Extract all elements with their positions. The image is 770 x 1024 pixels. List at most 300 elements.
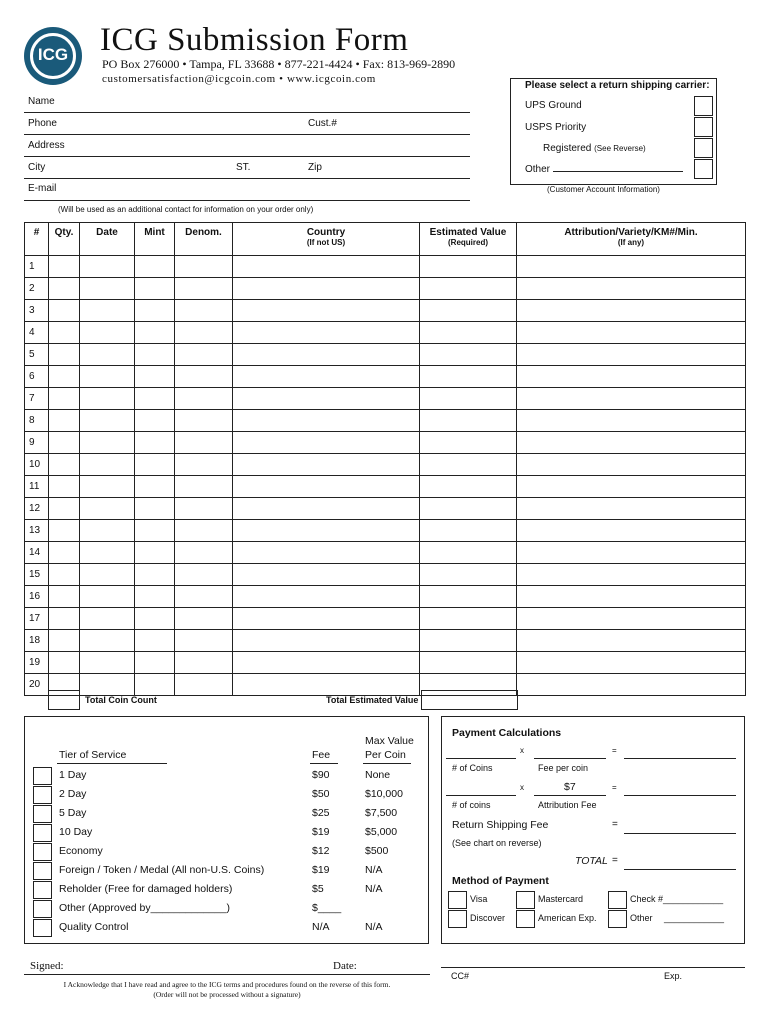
cust-number-label: Cust.# bbox=[308, 118, 337, 129]
item-cell[interactable] bbox=[80, 432, 135, 454]
item-cell[interactable] bbox=[233, 608, 420, 630]
row-number: 12 bbox=[25, 498, 49, 520]
tier-col-header: Tier of Service bbox=[59, 749, 127, 761]
item-cell[interactable] bbox=[517, 344, 746, 366]
item-cell[interactable] bbox=[80, 366, 135, 388]
company-address: PO Box 276000 • Tampa, FL 33688 • 877-221-4424 • Fax: 813-969-2890 bbox=[102, 57, 456, 71]
name-field[interactable] bbox=[24, 112, 470, 113]
mastercard-label: Mastercard bbox=[538, 894, 584, 904]
row-number: 7 bbox=[25, 388, 49, 410]
item-cell[interactable] bbox=[175, 542, 233, 564]
item-cell[interactable] bbox=[80, 542, 135, 564]
usps-priority-checkbox[interactable] bbox=[694, 117, 713, 137]
item-cell[interactable] bbox=[517, 564, 746, 586]
item-cell[interactable] bbox=[233, 366, 420, 388]
item-cell[interactable] bbox=[135, 388, 175, 410]
item-cell[interactable] bbox=[420, 520, 517, 542]
account-note: (Customer Account Information) bbox=[547, 185, 660, 194]
total-coin-count-box[interactable] bbox=[48, 690, 80, 710]
item-cell[interactable] bbox=[233, 476, 420, 498]
item-cell[interactable] bbox=[517, 278, 746, 300]
tier-panel bbox=[24, 716, 429, 944]
item-cell[interactable] bbox=[49, 432, 80, 454]
discover-checkbox[interactable] bbox=[448, 910, 467, 928]
col-attribution: Attribution/Variety/KM#/Min. (If any) bbox=[517, 223, 746, 256]
item-cell[interactable] bbox=[135, 344, 175, 366]
max-value-col-header: Max Value bbox=[365, 735, 414, 747]
per-coin-col-header: Per Coin bbox=[365, 749, 406, 761]
item-cell[interactable] bbox=[49, 542, 80, 564]
visa-checkbox[interactable] bbox=[448, 891, 467, 909]
item-cell[interactable] bbox=[233, 278, 420, 300]
registered-label: Registered bbox=[543, 143, 592, 154]
table-row bbox=[25, 432, 746, 454]
item-cell[interactable] bbox=[517, 410, 746, 432]
tier-max: $7,500 bbox=[365, 807, 398, 819]
item-cell[interactable] bbox=[49, 586, 80, 608]
row-number: 17 bbox=[25, 608, 49, 630]
subtotal-field[interactable] bbox=[624, 758, 736, 759]
other-carrier-label: Other bbox=[525, 164, 551, 175]
table-row bbox=[25, 608, 746, 630]
item-cell[interactable] bbox=[175, 344, 233, 366]
date-label: Date: bbox=[333, 960, 357, 972]
cc-field[interactable] bbox=[441, 967, 745, 968]
table-row bbox=[25, 498, 746, 520]
email-label: E-mail bbox=[28, 183, 57, 194]
tier-max: $500 bbox=[365, 845, 389, 857]
total-field[interactable] bbox=[624, 869, 736, 870]
item-cell[interactable] bbox=[175, 630, 233, 652]
item-cell[interactable] bbox=[80, 300, 135, 322]
item-cell[interactable] bbox=[49, 366, 80, 388]
item-cell[interactable] bbox=[49, 476, 80, 498]
payment-panel: Payment Calculations x = # of Coins Fee per coin x $7 = # of coins Attribution Fee Return Shipping Fee = (See chart on reverse) TOTAL = Method of Payment Visa Mastercard Check #____________ Discover American Exp. Other ____________ bbox=[441, 716, 745, 944]
ups-ground-label: UPS Ground bbox=[525, 100, 582, 111]
tier-checkbox[interactable] bbox=[33, 881, 52, 899]
item-cell[interactable] bbox=[135, 542, 175, 564]
col-country: Country (If not US) bbox=[233, 223, 420, 256]
other-carrier-field[interactable] bbox=[553, 171, 683, 172]
row-number: 8 bbox=[25, 410, 49, 432]
item-cell[interactable] bbox=[135, 366, 175, 388]
table-row bbox=[25, 454, 746, 476]
item-cell[interactable] bbox=[517, 256, 746, 278]
tier-fee: $50 bbox=[312, 788, 330, 800]
item-cell[interactable] bbox=[135, 256, 175, 278]
item-cell[interactable] bbox=[175, 278, 233, 300]
row-number: 1 bbox=[25, 256, 49, 278]
tier-checkbox[interactable] bbox=[33, 862, 52, 880]
tier-checkbox[interactable] bbox=[33, 900, 52, 918]
form-title: ICG Submission Form bbox=[100, 22, 409, 58]
item-cell[interactable] bbox=[517, 630, 746, 652]
item-cell[interactable] bbox=[80, 652, 135, 674]
item-cell[interactable] bbox=[49, 300, 80, 322]
item-cell[interactable] bbox=[80, 256, 135, 278]
visa-label: Visa bbox=[470, 894, 488, 904]
item-cell[interactable] bbox=[420, 344, 517, 366]
item-cell[interactable] bbox=[175, 476, 233, 498]
tier-tier: Economy bbox=[59, 845, 103, 857]
return-shipping-label: Return Shipping Fee bbox=[452, 819, 549, 831]
row-number: 3 bbox=[25, 300, 49, 322]
see-chart-note: (See chart on reverse) bbox=[452, 838, 542, 848]
item-cell[interactable] bbox=[49, 454, 80, 476]
tier-tier: 1 Day bbox=[59, 769, 87, 781]
email-field[interactable] bbox=[24, 200, 470, 201]
item-cell[interactable] bbox=[233, 652, 420, 674]
item-cell[interactable] bbox=[135, 432, 175, 454]
item-cell[interactable] bbox=[49, 410, 80, 432]
tier-max: N/A bbox=[365, 921, 383, 933]
item-cell[interactable] bbox=[80, 322, 135, 344]
tier-fee: $12 bbox=[312, 845, 330, 857]
cc-label: CC# bbox=[451, 971, 470, 981]
row-number: 9 bbox=[25, 432, 49, 454]
item-cell[interactable] bbox=[135, 476, 175, 498]
address-label: Address bbox=[28, 140, 65, 151]
item-cell[interactable] bbox=[49, 498, 80, 520]
item-cell[interactable] bbox=[80, 630, 135, 652]
item-cell[interactable] bbox=[175, 520, 233, 542]
item-cell[interactable] bbox=[420, 498, 517, 520]
item-cell[interactable] bbox=[135, 300, 175, 322]
item-cell[interactable] bbox=[175, 410, 233, 432]
ack-text: I Acknowledge that I have read and agree to the ICG terms and procedures found on the reverse of this form. bbox=[63, 980, 391, 989]
item-cell[interactable] bbox=[175, 256, 233, 278]
tier-fee: $19 bbox=[312, 864, 330, 876]
item-cell[interactable] bbox=[49, 344, 80, 366]
item-cell[interactable] bbox=[80, 674, 135, 696]
item-cell[interactable] bbox=[80, 520, 135, 542]
mastercard-checkbox[interactable] bbox=[516, 891, 535, 909]
item-cell[interactable] bbox=[233, 344, 420, 366]
tier-checkbox[interactable] bbox=[33, 824, 52, 842]
check-label: Check #____________ bbox=[630, 894, 724, 904]
item-cell[interactable] bbox=[233, 300, 420, 322]
item-cell[interactable] bbox=[233, 586, 420, 608]
tier-max: $10,000 bbox=[365, 788, 403, 800]
tier-max: $5,000 bbox=[365, 826, 398, 838]
item-cell[interactable] bbox=[517, 586, 746, 608]
item-cell[interactable] bbox=[135, 586, 175, 608]
tier-checkbox[interactable] bbox=[33, 786, 52, 804]
item-cell[interactable] bbox=[175, 300, 233, 322]
tier-tier: Quality Control bbox=[59, 921, 129, 933]
item-cell[interactable] bbox=[135, 520, 175, 542]
other-carrier-checkbox[interactable] bbox=[694, 159, 713, 179]
tier-fee: $25 bbox=[312, 807, 330, 819]
tier-max: None bbox=[365, 769, 391, 781]
item-cell[interactable] bbox=[135, 564, 175, 586]
item-cell[interactable] bbox=[233, 454, 420, 476]
item-cell[interactable] bbox=[49, 630, 80, 652]
row-number: 19 bbox=[25, 652, 49, 674]
item-cell[interactable] bbox=[80, 344, 135, 366]
check-checkbox[interactable] bbox=[608, 891, 627, 909]
item-cell[interactable] bbox=[175, 652, 233, 674]
item-cell[interactable] bbox=[135, 410, 175, 432]
city-label: City bbox=[28, 162, 46, 173]
total-estimated-value-box[interactable] bbox=[421, 690, 518, 710]
row-number: 20 bbox=[25, 674, 49, 696]
phone-label: Phone bbox=[28, 118, 57, 129]
signature-note: (Order will not be processed without a signature) bbox=[153, 990, 301, 999]
phone-field[interactable] bbox=[24, 134, 470, 135]
item-cell[interactable] bbox=[420, 652, 517, 674]
item-cell[interactable] bbox=[175, 366, 233, 388]
attr-subtotal-field[interactable] bbox=[624, 795, 736, 796]
item-cell[interactable] bbox=[233, 520, 420, 542]
item-cell[interactable] bbox=[420, 476, 517, 498]
tier-checkbox[interactable] bbox=[33, 843, 52, 861]
attribution-fee-value: $7 bbox=[564, 781, 576, 793]
item-cell[interactable] bbox=[175, 586, 233, 608]
item-cell[interactable] bbox=[233, 256, 420, 278]
amex-label: American Exp. bbox=[538, 913, 597, 923]
row-number: 11 bbox=[25, 476, 49, 498]
item-cell[interactable] bbox=[49, 608, 80, 630]
tier-tier: 2 Day bbox=[59, 788, 87, 800]
item-cell[interactable] bbox=[420, 586, 517, 608]
item-cell[interactable] bbox=[233, 432, 420, 454]
table-row bbox=[25, 300, 746, 322]
amex-checkbox[interactable] bbox=[516, 910, 535, 928]
item-cell[interactable] bbox=[420, 388, 517, 410]
item-cell[interactable] bbox=[135, 498, 175, 520]
usps-priority-label: USPS Priority bbox=[525, 122, 587, 133]
item-cell[interactable] bbox=[420, 366, 517, 388]
method-heading: Method of Payment bbox=[452, 875, 549, 887]
other-payment-label: Other bbox=[630, 913, 653, 923]
table-row bbox=[25, 674, 746, 696]
table-row bbox=[25, 520, 746, 542]
other-payment-checkbox[interactable] bbox=[608, 910, 627, 928]
carrier-heading: Please select a return shipping carrier: bbox=[525, 80, 710, 91]
table-row bbox=[25, 542, 746, 564]
tier-max: N/A bbox=[365, 864, 383, 876]
item-cell[interactable] bbox=[233, 498, 420, 520]
email-note: (Will be used as an additional contact for information on your order only) bbox=[58, 205, 314, 214]
row-number: 14 bbox=[25, 542, 49, 564]
item-cell[interactable] bbox=[80, 278, 135, 300]
item-cell[interactable] bbox=[420, 454, 517, 476]
fee-per-coin-field[interactable] bbox=[534, 758, 606, 759]
item-cell[interactable] bbox=[517, 388, 746, 410]
icg-logo bbox=[24, 27, 82, 85]
total-coin-count-label: Total Coin Count bbox=[85, 695, 157, 705]
row-number: 16 bbox=[25, 586, 49, 608]
tier-tier: 10 Day bbox=[59, 826, 93, 838]
row-number: 5 bbox=[25, 344, 49, 366]
return-shipping-field[interactable] bbox=[624, 833, 736, 834]
item-cell[interactable] bbox=[517, 542, 746, 564]
total-estimated-value-label: Total Estimated Value bbox=[326, 695, 419, 705]
item-cell[interactable] bbox=[517, 498, 746, 520]
item-cell[interactable] bbox=[135, 322, 175, 344]
item-cell[interactable] bbox=[49, 652, 80, 674]
table-row bbox=[25, 564, 746, 586]
item-cell[interactable] bbox=[49, 278, 80, 300]
item-cell[interactable] bbox=[49, 322, 80, 344]
item-cell[interactable] bbox=[135, 454, 175, 476]
tier-tier: Reholder (Free for damaged holders) bbox=[59, 883, 233, 895]
table-row bbox=[25, 344, 746, 366]
row-number: 10 bbox=[25, 454, 49, 476]
tier-tier: 5 Day bbox=[59, 807, 87, 819]
table-row bbox=[25, 278, 746, 300]
row-number: 18 bbox=[25, 630, 49, 652]
item-cell[interactable] bbox=[233, 564, 420, 586]
tier-fee: $19 bbox=[312, 826, 330, 838]
tier-tier: Other (Approved by_____________) bbox=[59, 902, 231, 914]
item-cell[interactable] bbox=[80, 476, 135, 498]
item-cell[interactable] bbox=[80, 454, 135, 476]
attr-coins-field[interactable] bbox=[446, 795, 516, 796]
item-cell[interactable] bbox=[233, 410, 420, 432]
tier-max: N/A bbox=[365, 883, 383, 895]
coins-label: # of Coins bbox=[452, 763, 493, 773]
table-row bbox=[25, 652, 746, 674]
total-label: TOTAL bbox=[575, 855, 608, 867]
row-number: 6 bbox=[25, 366, 49, 388]
table-row bbox=[25, 410, 746, 432]
discover-label: Discover bbox=[470, 913, 506, 923]
num-coins-label: # of coins bbox=[452, 800, 491, 810]
item-cell[interactable] bbox=[175, 454, 233, 476]
item-cell[interactable] bbox=[80, 388, 135, 410]
item-cell[interactable] bbox=[420, 432, 517, 454]
item-cell[interactable] bbox=[420, 542, 517, 564]
registered-note: (See Reverse) bbox=[594, 144, 646, 153]
fee-col-header: Fee bbox=[312, 749, 331, 761]
row-number: 2 bbox=[25, 278, 49, 300]
city-field[interactable] bbox=[24, 178, 470, 179]
zip-label: Zip bbox=[308, 162, 322, 173]
table-row bbox=[25, 388, 746, 410]
items-header-row bbox=[25, 223, 746, 256]
row-number: 15 bbox=[25, 564, 49, 586]
item-cell[interactable] bbox=[420, 564, 517, 586]
item-cell[interactable] bbox=[517, 476, 746, 498]
fee-per-coin-label: Fee per coin bbox=[538, 763, 589, 773]
table-row bbox=[25, 322, 746, 344]
item-cell[interactable] bbox=[420, 630, 517, 652]
item-cell[interactable] bbox=[233, 674, 420, 696]
item-cell[interactable] bbox=[175, 608, 233, 630]
item-cell[interactable] bbox=[517, 454, 746, 476]
tier-fee: $5 bbox=[312, 883, 324, 895]
item-cell[interactable] bbox=[420, 410, 517, 432]
row-number: 4 bbox=[25, 322, 49, 344]
item-cell[interactable] bbox=[80, 564, 135, 586]
address-field[interactable] bbox=[24, 156, 470, 157]
item-cell[interactable] bbox=[80, 608, 135, 630]
signed-label: Signed: bbox=[30, 960, 64, 972]
item-cell[interactable] bbox=[80, 498, 135, 520]
item-cell[interactable] bbox=[80, 410, 135, 432]
table-row bbox=[25, 256, 746, 278]
company-contact: customersatisfaction@icgcoin.com • www.icgcoin.com bbox=[102, 73, 376, 85]
item-cell[interactable] bbox=[517, 608, 746, 630]
item-cell[interactable] bbox=[175, 322, 233, 344]
item-cell[interactable] bbox=[517, 322, 746, 344]
item-cell[interactable] bbox=[135, 278, 175, 300]
tier-fee: $____ bbox=[312, 902, 342, 914]
item-cell[interactable] bbox=[420, 256, 517, 278]
item-cell[interactable] bbox=[420, 278, 517, 300]
item-cell[interactable] bbox=[517, 520, 746, 542]
attr-fee-label: Attribution Fee bbox=[538, 800, 597, 810]
item-cell[interactable] bbox=[175, 388, 233, 410]
item-cell[interactable] bbox=[135, 674, 175, 696]
table-row bbox=[25, 476, 746, 498]
item-cell[interactable] bbox=[517, 432, 746, 454]
other-payment-line[interactable]: ____________ bbox=[664, 913, 725, 923]
item-cell[interactable] bbox=[49, 256, 80, 278]
tier-checkbox[interactable] bbox=[33, 805, 52, 823]
col-denom: Denom. bbox=[175, 223, 233, 256]
item-cell[interactable] bbox=[135, 652, 175, 674]
table-row bbox=[25, 630, 746, 652]
item-cell[interactable] bbox=[420, 300, 517, 322]
col-estimated-value: Estimated Value (Required) bbox=[420, 223, 517, 256]
item-cell[interactable] bbox=[233, 630, 420, 652]
payment-heading: Payment Calculations bbox=[452, 727, 562, 739]
col-date: Date bbox=[80, 223, 135, 256]
tier-fee: N/A bbox=[312, 921, 330, 933]
col-qty: Qty. bbox=[49, 223, 80, 256]
name-label: Name bbox=[28, 96, 55, 107]
registered-checkbox[interactable] bbox=[694, 138, 713, 158]
items-table bbox=[24, 222, 746, 696]
item-cell[interactable] bbox=[517, 300, 746, 322]
item-cell[interactable] bbox=[517, 674, 746, 696]
item-cell[interactable] bbox=[517, 652, 746, 674]
tier-fee: $90 bbox=[312, 769, 330, 781]
tier-checkbox[interactable] bbox=[33, 919, 52, 937]
table-row bbox=[25, 366, 746, 388]
col-number: # bbox=[25, 223, 49, 256]
tier-tier: Foreign / Token / Medal (All non-U.S. Coins) bbox=[59, 864, 265, 876]
ups-ground-checkbox[interactable] bbox=[694, 96, 713, 116]
item-cell[interactable] bbox=[80, 586, 135, 608]
item-cell[interactable] bbox=[175, 674, 233, 696]
item-cell[interactable] bbox=[420, 322, 517, 344]
signature-line[interactable] bbox=[24, 974, 430, 975]
item-cell[interactable] bbox=[517, 366, 746, 388]
item-cell[interactable] bbox=[175, 564, 233, 586]
item-cell[interactable] bbox=[233, 388, 420, 410]
item-cell[interactable] bbox=[49, 520, 80, 542]
item-cell[interactable] bbox=[233, 322, 420, 344]
item-cell[interactable] bbox=[233, 542, 420, 564]
tier-checkbox[interactable] bbox=[33, 767, 52, 785]
item-cell[interactable] bbox=[49, 388, 80, 410]
item-cell[interactable] bbox=[175, 498, 233, 520]
col-mint: Mint bbox=[135, 223, 175, 256]
item-cell[interactable] bbox=[135, 630, 175, 652]
coins-field[interactable] bbox=[446, 758, 516, 759]
row-number: 13 bbox=[25, 520, 49, 542]
logo-text: ICG bbox=[37, 45, 69, 64]
item-cell[interactable] bbox=[135, 608, 175, 630]
item-cell[interactable] bbox=[175, 432, 233, 454]
state-label: ST. bbox=[236, 162, 251, 173]
item-cell[interactable] bbox=[420, 608, 517, 630]
item-cell[interactable] bbox=[49, 564, 80, 586]
